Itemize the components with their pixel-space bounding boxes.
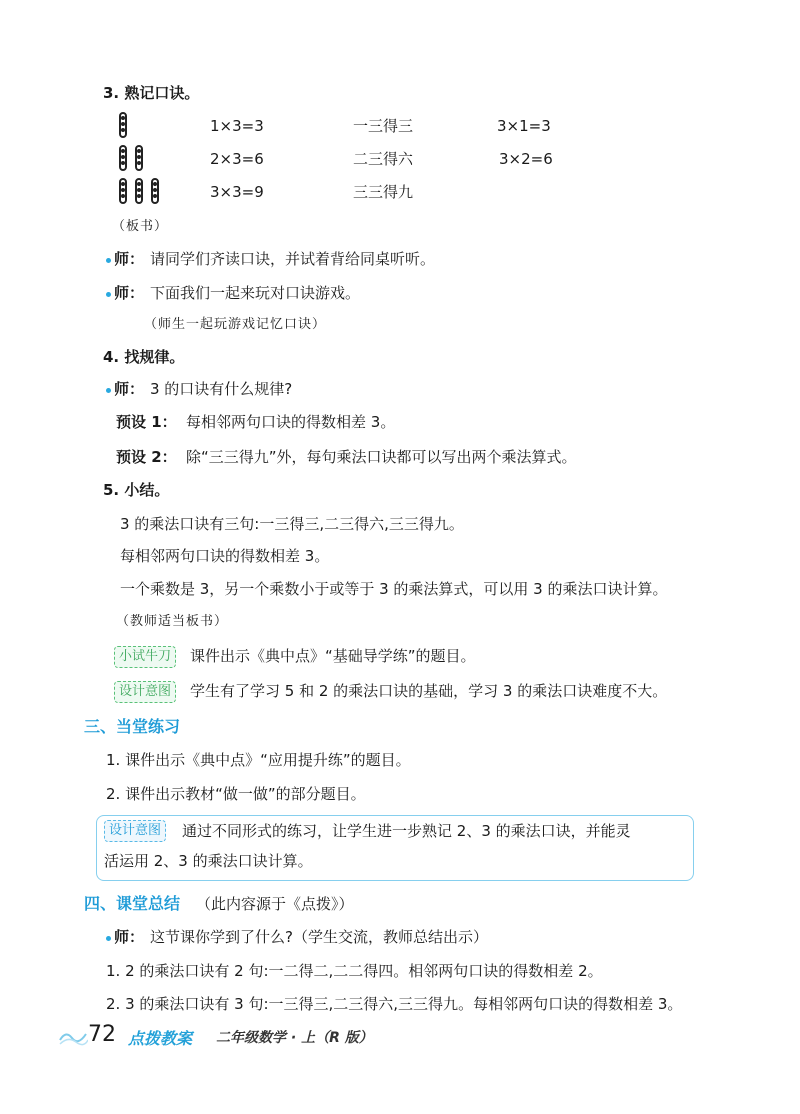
equation-2: 2×3=6 <box>210 150 264 168</box>
teacher-label: 师： <box>114 284 145 302</box>
practice-item-2: 2. 课件出示教材“做一做”的部分题目。 <box>106 785 366 803</box>
summary-line-2: 每相邻两句口诀的得数相差 3。 <box>120 547 330 565</box>
practice-item-1: 1. 课件出示《典中点》“应用提升练”的题目。 <box>106 751 411 769</box>
summary-item-2: 2. 3 的乘法口诀有 3 句:一三得三,二三得六,三三得九。每相邻两句口诀的得数相差 3。 <box>106 995 683 1013</box>
bullet-icon <box>106 258 111 263</box>
preset-1-text: 每相邻两句口诀的得数相差 3。 <box>186 413 396 431</box>
book-title: 二年级数学 · 上（R 版） <box>216 1030 373 1046</box>
bullet-icon <box>106 936 111 941</box>
verse-2: 二三得六 <box>353 150 414 168</box>
equation-1b: 3×1=3 <box>497 117 551 135</box>
tag-design-intent-text: 学生有了学习 5 和 2 的乘法口诀的基础，学习 3 的乘法口诀难度不大。 <box>190 682 668 700</box>
bullet-icon <box>106 388 111 393</box>
teacher-label: 师： <box>114 250 145 268</box>
part4-heading-note: （此内容源于《点拨》） <box>196 895 354 913</box>
summary-line-3: 一个乘数是 3，另一个乘数小于或等于 3 的乘法算式，可以用 3 的乘法口诀计算。 <box>120 580 668 598</box>
teacher-line: 下面我们一起来玩对口诀游戏。 <box>150 284 361 302</box>
verse-1: 一三得三 <box>353 117 414 135</box>
summary-line-1: 3 的乘法口诀有三句:一三得三,二三得六,三三得九。 <box>120 515 464 533</box>
preset-2-text: 除“三三得九”外，每句乘法口诀都可以写出两个乘法算式。 <box>186 448 577 466</box>
part3-heading: 三、当堂练习 <box>84 717 181 736</box>
page-number: 72 <box>88 1022 116 1047</box>
summary-item-1: 1. 2 的乘法口诀有 2 句:一二得二,二二得四。相邻两句口诀的得数相差 2。 <box>106 962 603 980</box>
brand-logo: 点拨教案 <box>128 1029 193 1048</box>
equation-3: 3×3=9 <box>210 183 264 201</box>
design-intent-line-2: 活运用 2、3 的乘法口诀计算。 <box>104 852 313 870</box>
part4-heading: 四、课堂总结 <box>84 894 181 913</box>
bullet-icon <box>106 292 111 297</box>
tag-try-it: 小试牛刀 <box>114 646 176 668</box>
verse-3: 三三得九 <box>353 183 414 201</box>
board-note: （板书） <box>112 219 169 234</box>
game-note: （师生一起玩游戏记忆口诀） <box>144 317 327 332</box>
equation-2b: 3×2=6 <box>499 150 553 168</box>
teacher-line: 请同学们齐读口诀，并试着背给同桌听听。 <box>150 250 436 268</box>
preset-2-label: 预设 2： <box>116 448 177 466</box>
teacher-board-note: （教师适当板书） <box>116 614 229 629</box>
tag-design-intent-2: 设计意图 <box>104 820 166 842</box>
wave-decoration-icon <box>58 1024 88 1046</box>
section3-heading: 3. 熟记口诀。 <box>103 84 200 102</box>
section4-heading: 4. 找规律。 <box>103 348 185 366</box>
teacher-line: 3 的口诀有什么规律? <box>150 380 293 398</box>
section5-heading: 5. 小结。 <box>103 481 170 499</box>
teacher-label: 师： <box>114 928 145 946</box>
tag-design-intent: 设计意图 <box>114 681 176 703</box>
design-intent-line-1: 通过不同形式的练习，让学生进一步熟记 2、3 的乘法口诀，并能灵 <box>182 822 631 840</box>
teacher-line: 这节课你学到了什么?（学生交流，教师总结出示） <box>150 928 488 946</box>
tag-try-it-text: 课件出示《典中点》“基础导学练”的题目。 <box>190 647 476 665</box>
preset-1-label: 预设 1： <box>116 413 177 431</box>
equation-1: 1×3=3 <box>210 117 264 135</box>
teacher-label: 师： <box>114 380 145 398</box>
